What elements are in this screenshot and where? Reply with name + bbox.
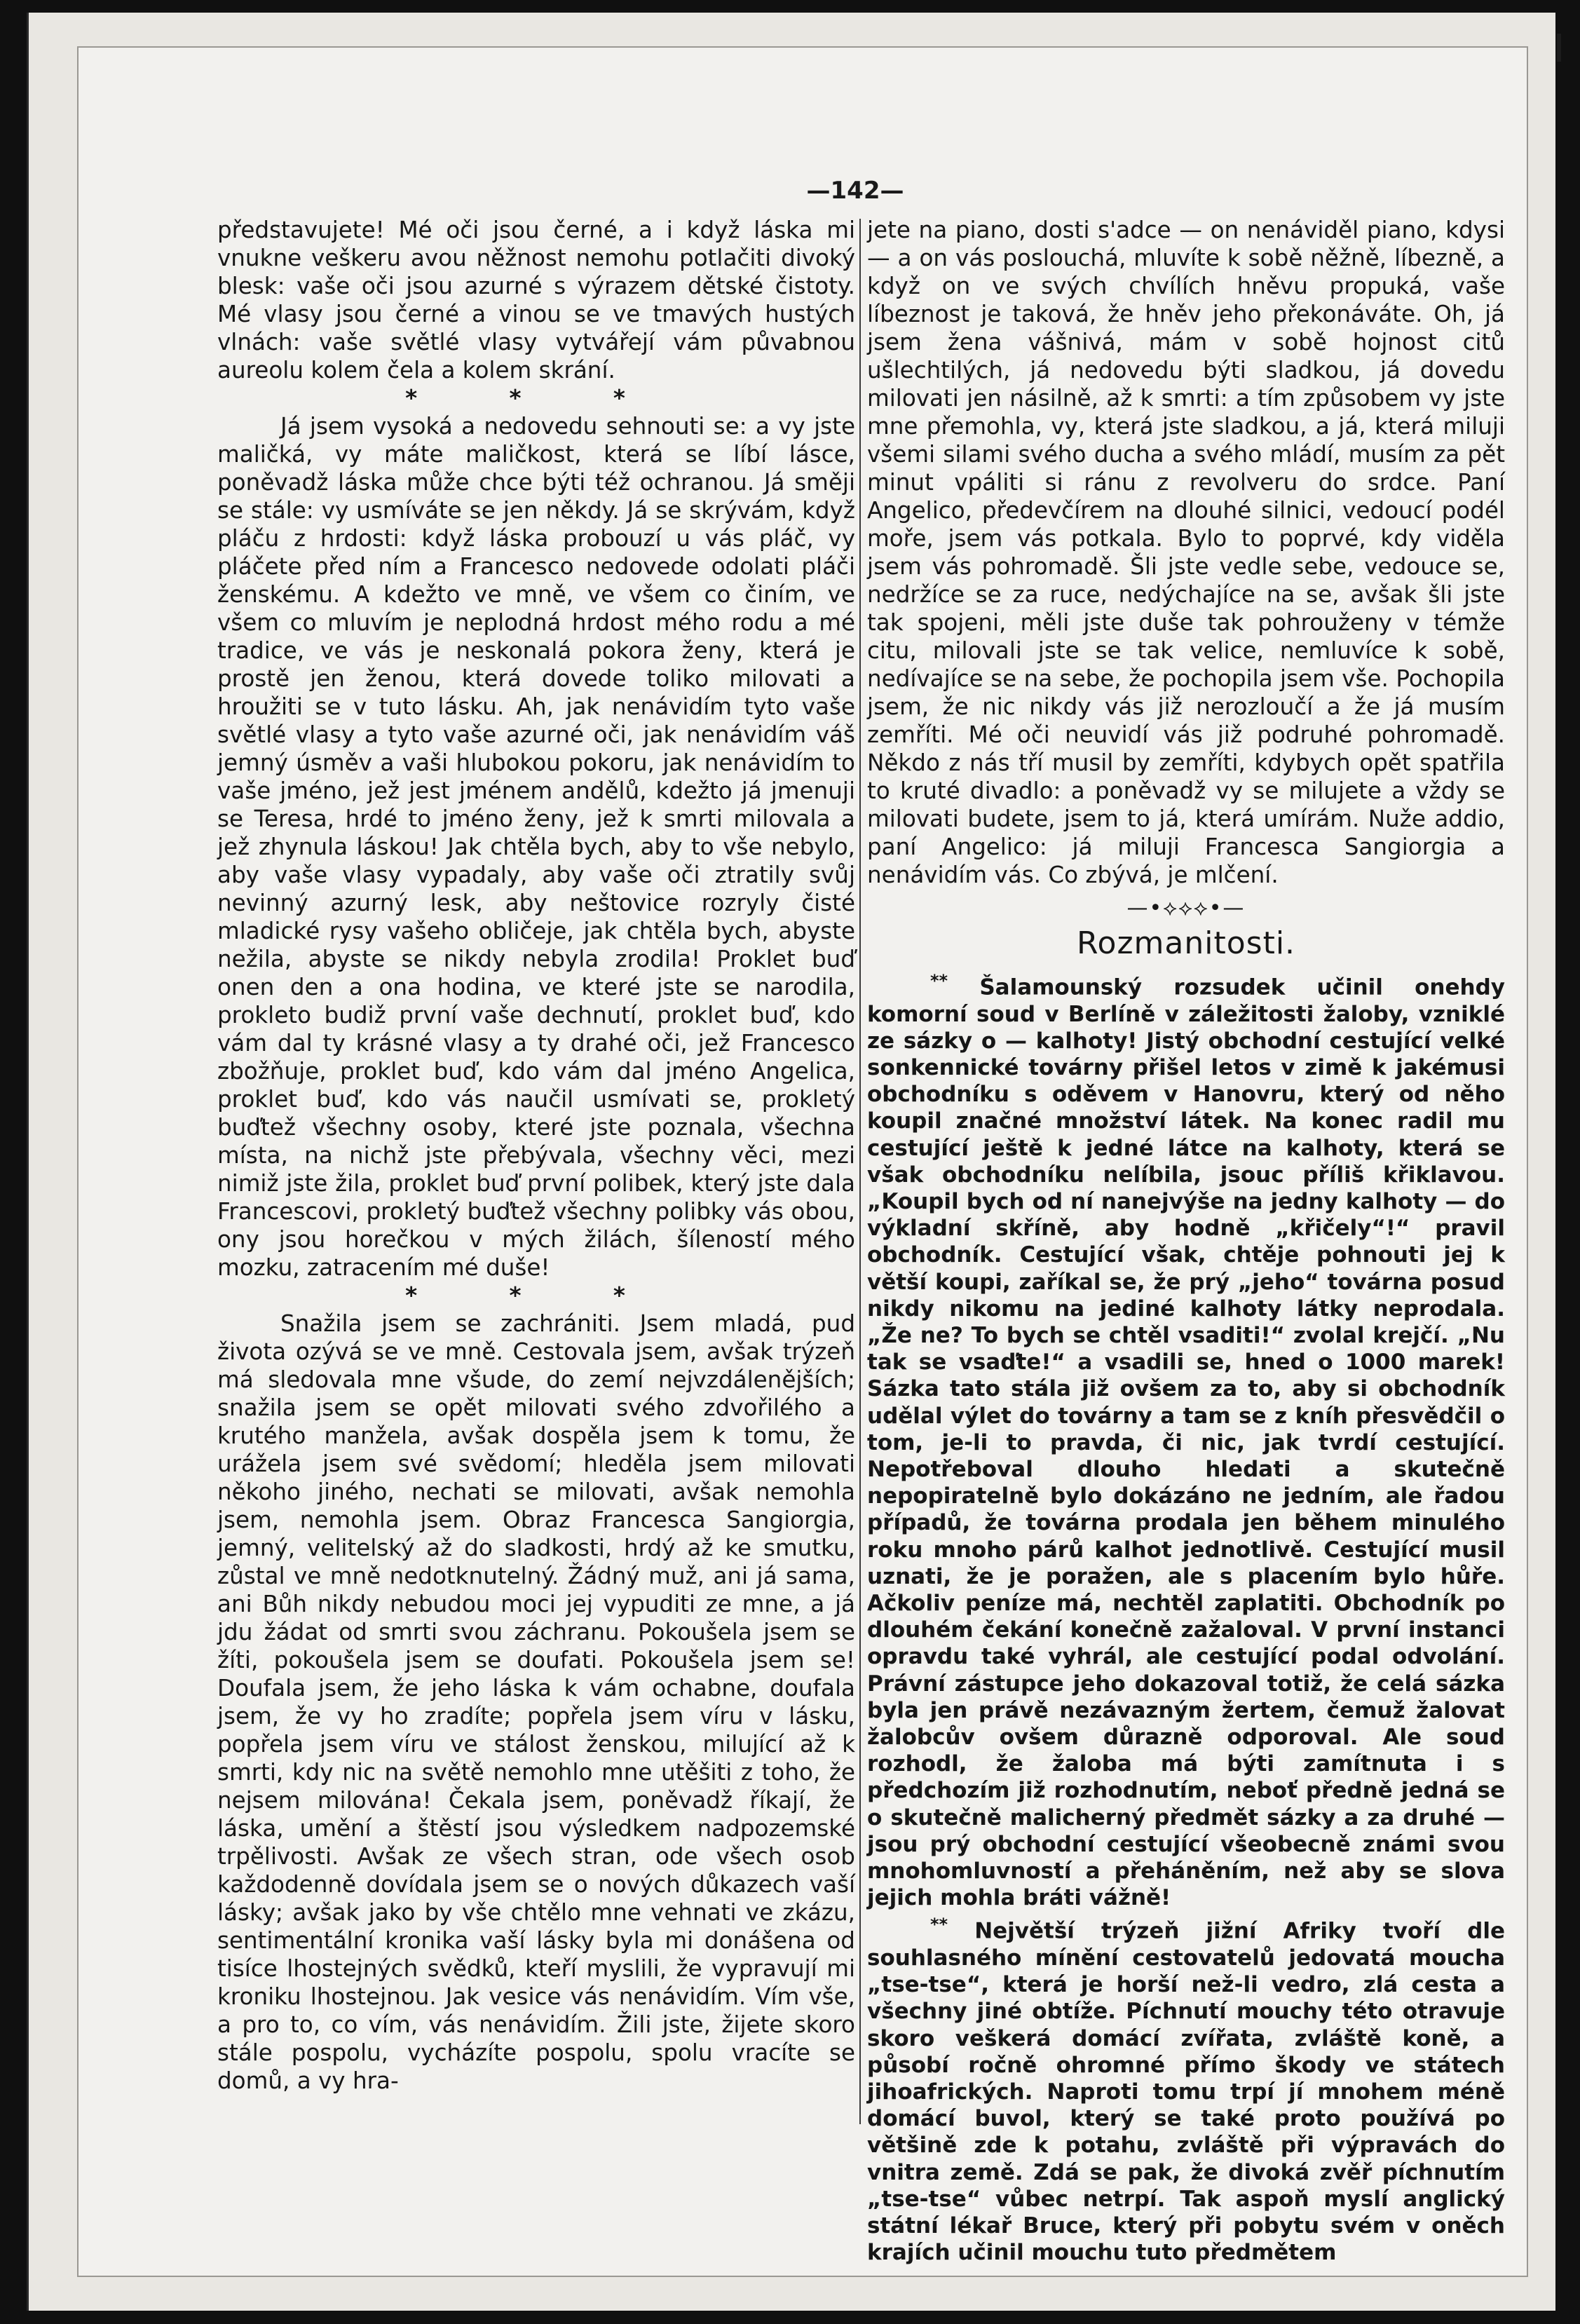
section-separator: * * * bbox=[405, 1282, 667, 1309]
news-item bbox=[867, 1911, 1505, 2266]
page-number: —142— bbox=[806, 177, 904, 205]
news-marker: ** bbox=[930, 971, 948, 991]
section-title: Rozmanitosti. bbox=[1076, 925, 1296, 961]
ornament-divider: —•⟡⟡⟡•— bbox=[1126, 896, 1246, 920]
news-item-text: Šalamounský rozsudek učinil onehdy komorní soud v Berlíně v záležitosti žaloby, vzniklé ze sázky o — kalhoty! Jistý obchodní cestující velké sonkennické továrny přišel letos v zimě k jakémusi obchodníku s oděvem v Hanovru, který od něho koupil značné množství látek. Na konec radil mu cestující ještě k jedné látce na kalhoty, která se však obchodníku nelíbila, jsouc příliš křiklavou. „Koupil bych od ní nanejvýše na jedny kalhoty — do výkladní skříně, aby hodně „křičely“!“ pravil obchodník. Cestující však, chtěje pohnouti jej k větší koupi, zaříkal se, že prý „jeho“ továrna posud nikdy nikomu na jediné kalhoty látky neprodala. „Že ne? To bych se chtěl vsaditi!“ zvolal krejčí. „Nu tak se vsaďte!“ a vsadili se, hned o 1000 marek! Sázka tato stála již ovšem za to, aby si obchodník udělal výlet do továrny a tam se z kníh přesvědčil o tom, je-li to pravda, či nic, jak tvrdí cestující. Nepotřeboval dlouho hledati a skutečně nepopiratelně bylo dokázáno ne jedním, ale řadou případů, že továrna prodala jen během minulého roku mnoho párů kalhot jednotlivě. Cestující musil uznati, že je poražen, ale s placením bylo hůře. Ačkoliv peníze má, nechtěl zaplatiti. Obchodník po dlouhém čekání konečně zažaloval. V první instanci opravdu také vyhrál, ale cestující podal odvolání. Právní zástupce jeho dokazoval totiž, že celá sázka byla jen právě nezávazným žertem, čemuž žalovat žalobcův ovšem důrazně odporoval. Ale soud rozhodl, že žaloba má býti zamítnuta i s předchozím již rozhodnutím, neboť předně jedná se o skutečně malicherný předmět sázky a za druhé — jsou prý obchodní cestující všeobecně známi svou mnohomluvností a přeháněním, než aby se slova jejich mohla bráti vážně! bbox=[867, 974, 1505, 1911]
section-separator: * * * bbox=[405, 385, 667, 412]
right-column bbox=[867, 216, 1505, 2266]
paragraph-2: Já jsem vysoká a nedovedu sehnouti se: a vy jste maličká, vy máte maličkost, která se líbí lásce, poněvadž láska může chce býti též ochranou. Já směji se stále: vy usmíváte se jen někdy. Já se skrývám, když pláču z hrdosti: když láska probouzí u vás pláč, vy pláčete před ním a Francesco nedovede odolati pláči ženskému. A kdežto ve mně, ve všem co činím, ve všem co mluvím je neplodná hrdost mého rodu a mé tradice, ve vás je neskonalá pokora ženy, která je prostě jen ženou, která dovede toliko milovati a hroužiti se v tuto lásku. Ah, jak nenávidím tyto vaše světlé vlasy a tyto vaše azurné oči, jak nenávidím váš jemný úsměv a vaši hlubokou pokoru, jak nenávidím to vaše jméno, jež jest jménem andělů, kdežto já jmenuji se Teresa, hrdé to jméno ženy, jež k smrti milovala a jež zhynula láskou! Jak chtěla bych, aby to vše nebylo, aby vaše vlasy vypadaly, aby vaše oči ztratily svůj nevinný azurný lesk, aby neštovice rozryly čisté mladické rysy vašeho obličeje, jak chtěla bych, abyste nežila, abyste se nikdy nebyla zrodila! Proklet buď onen den a ona hodina, ve které jste se narodila, prokleto budiž první vaše dechnutí, proklet buď, kdo vám dal ty krásné vlasy a ty drahé oči, jež Francesco zbožňuje, proklet buď, kdo vám dal jméno Angelica, proklet buď, kdo vás naučil usmívati se, prokletý buďtež všechny osoby, které jste poznala, všechna místa, na nichž jste přebývala, všechny věci, mezi nimiž jste žila, proklet buď první polibek, který jste dala Francescovi, prokletý buďtež všechny polibky vás obou, ony jsou horečkou v mých žilách, šíleností mého mozku, zatracením mé duše! bbox=[217, 413, 855, 1281]
paragraph-4: jete na piano, dosti s'adce — on nenáviděl piano, kdysi — a on vás poslouchá, mluvíte k sobě něžně, líbezně, a když on ve svých chvílích hněvu propuká, vaše líbeznost je taková, že hněv jeho překonáváte. Oh, já jsem žena vášnivá, mám v sobě hojnost citů ušlechtilých, já nedovedu býti sladkou, já dovedu milovati jen násilně, až k smrti: a tím způsobem vy jste mne přemohla, vy, která jste sladkou, a já, která miluji všemi silami svého ducha a svého mládí, musím za pět minut vpáliti si ránu z revolveru do srdce. Paní Angelico, předevčírem na dlouhé silnici, vedoucí podél moře, jsem vás potkala. Bylo to poprvé, kdy viděla jsem vás pohromadě. Šli jste vedle sebe, vedouce se, nedržíce se za ruce, nedýchajíce na se, avšak šli jste tak spojeni, měli jste duše tak pohrouženy v témže citu, milovali jste se tak velice, nemluvíce k sobě, nedívajíce se na sebe, že pochopila jsem vše. Pochopila jsem, že nic nikdy vás již nerozloučí a že já musím zemříti. Mé oči neuvidí vás již podruhé pohromadě. Někdo z nás tří musil by zemříti, kdybych opět spatřila to kruté divadlo: a poněvadž vy se milujete a vždy se milovati budete, jsem to já, která umírám. Nuže addio, paní Angelico: já miluji Francesca Sangiorgia a nenávidím vás. Co zbývá, je mlčení. bbox=[867, 217, 1505, 888]
paragraph-3: Snažila jsem se zachrániti. Jsem mladá, pud života ozývá se ve mně. Cestovala jsem, avšak trýzeň má sledovala mne všude, do zemí nejvzdálenějších; snažila jsem se opět milovati svého zdvořilého a krutého manžela, avšak dospěla jsem k tomu, že urážela jsem své svědomí; hleděla jsem milovati někoho jiného, nechati se milovati, avšak nemohla jsem, nemohla jsem. Obraz Francesca Sangiorgia, jemný, velitelský až do sladkosti, hrdý až ke smutku, zůstal ve mně nedotknutelný. Žádný muž, ani já sama, ani Bůh nikdy nebudou moci jej vypuditi ze mne, a já jdu žádat od smrti svou záchranu. Pokoušela jsem se žíti, pokoušela jsem se doufati. Pokoušela jsem se! Doufala jsem, že jeho láska k vám ochabne, doufala jsem, že vy ho zradíte; popřela jsem víru v lásku, popřela jsem víru ve stálost ženskou, milující až k smrti, kdy nic na světě nemohlo mne utěšiti z toho, že nejsem milována! Čekala jsem, poněvadž říkají, že láska, umění a štěstí jsou výsledkem nadpozemské trpělivosti. Avšak ze všech stran, ode všech osob každodenně dovídala jsem se o nových důkazech vaší lásky; avšak jako by vše chtělo mne vehnati ve zkázu, sentimentální kronika vaší lásky byla mi donášena od tisíce lhostejných svědků, kteří myslili, že vypravují mi kroniku lhostejnou. Jak vesice vás nenávidím. Vím vše, a pro to, co vím, vás nenávidím. Žili jste, žijete skoro stále pospolu, vycházíte pospolu, spolu vracíte se domů, a vy hra- bbox=[217, 1310, 855, 2094]
scan-edge-mark bbox=[1557, 34, 1561, 62]
news-item-text: Největší trýzeň jižní Afriky tvoří dle souhlasného mínění cestovatelů jedovatá moucha „tse-tse“, která je horší než-li vedro, zlá cesta a všechny jiné obtíže. Píchnutí mouchy této otravuje skoro veškerá domácí zvířata, zvláště koně, a působí ročně ohromné přímo škody ve státech jihoafrických. Naproti tomu trpí jí mnohem méně domácí buvol, který se také proto používá po většině zde k potahu, zvláště při výpravách do vnitra země. Zdá se pak, že divoká zvěř píchnutím „tse-tse“ vůbec netrpí. Tak aspoň myslí anglický státní lékař Bruce, který při pobytu svém v oněch krajích učinil mouchu tuto předmětem bbox=[867, 1918, 1505, 2266]
news-item bbox=[867, 967, 1505, 1911]
news-items bbox=[867, 967, 1505, 2266]
left-column bbox=[217, 216, 855, 2095]
paragraph-1: představujete! Mé oči jsou černé, a i když láska mi vnukne veškeru avou něžnost nemohu potlačiti divoký blesk: vaše oči jsou azurné s výrazem dětské čistoty. Mé vlasy jsou černé a vinou se ve tmavých hustých vlnách: vaše světlé vlasy vytvářejí vám půvabnou aureolu kolem čela a kolem skrání. bbox=[217, 217, 855, 383]
column-divider bbox=[859, 219, 861, 2124]
news-marker: ** bbox=[930, 1915, 948, 1935]
